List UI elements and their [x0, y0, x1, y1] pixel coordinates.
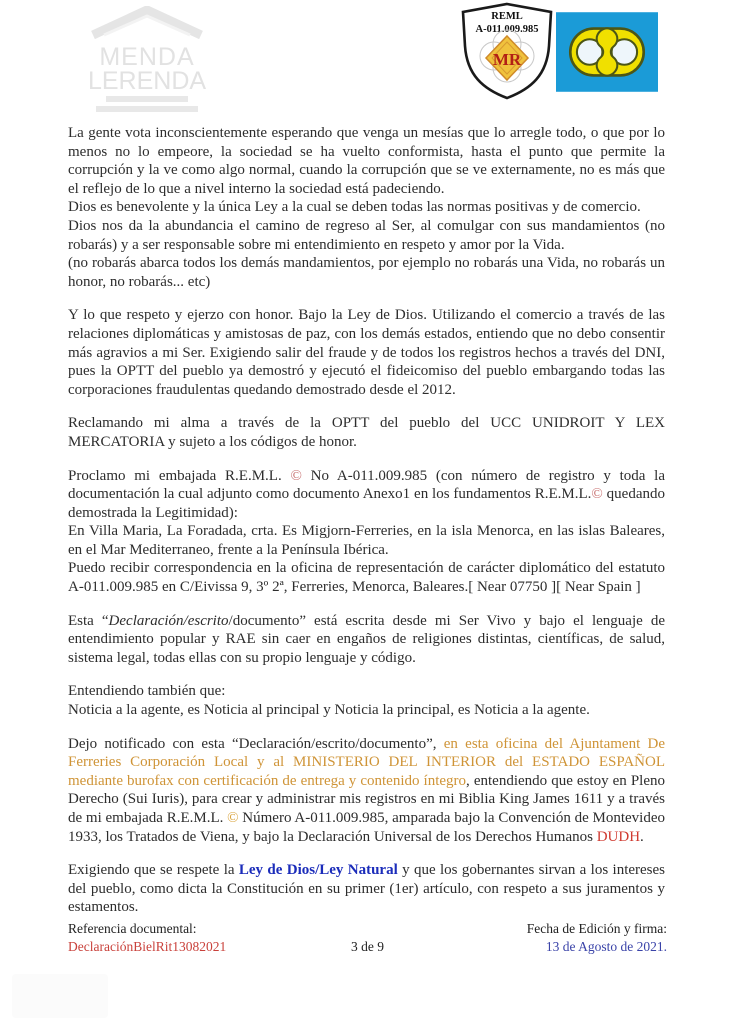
paragraph-entendiendo: Entendiendo también que:: [68, 683, 226, 700]
text-segment: Esta “: [68, 612, 109, 629]
paragraph-proclamo-embajada: [68, 467, 665, 523]
copyright-icon: ©: [227, 810, 239, 826]
paragraph-respeto-honor: Y lo que respeto y ejerzo con honor. Bajo la Ley de Dios. Utilizando el comercio a través de las relaciones diplomáticas y amistosas de paz, con los demás estados, entiendo que no debo consentir más agravios a mi Ser. Exigiendo salir del fraude y de todos los registros hechos a través del DNI, pues la OPTT del pueblo ya demostró y ejecutó el fideicomiso del pueblo embargando todas las corporaciones fraudulentas quedando demostrado desde el 2012.: [68, 307, 665, 398]
reference-label: Referencia documental:: [68, 921, 197, 936]
date-value: 13 de Agosto de 2021.: [545, 939, 667, 954]
footer-reference-block: [68, 920, 351, 956]
copyright-icon: ©: [290, 467, 302, 484]
date-label: Fecha de Edición y firma:: [526, 921, 667, 936]
reml-shield-badge: [456, 2, 558, 105]
blue-segment-ley: Ley de Dios/Ley Natural: [238, 862, 398, 879]
paragraph-voting: La gente vota inconscientemente esperando que venga un mesías que lo arregle todo, o que por lo menos no lo empeore, la sociedad se ha vuelto conformista, hasta el punto que permite la corrupción y la ve como algo normal, cuando la corrupción que se ve externamente, no es más que el reflejo de lo que a nivel interno la sociedad está padeciendo.: [68, 125, 665, 197]
page-number: 3 de 9: [351, 939, 384, 954]
menda-lerenda-watermark: [86, 6, 208, 121]
paragraph-noticia-agente: Noticia a la agente, es Noticia al principal y Noticia la principal, es Noticia a la agente.: [68, 702, 590, 719]
faint-watermark: [12, 974, 108, 1018]
red-segment-dudh: DUDH: [596, 828, 641, 845]
reference-value: DeclaraciónBielRit13082021: [68, 939, 227, 954]
text-segment: Número A-011.009.985, amparada bajo la Convención de Montevideo 1933, los Tratados de Viena, y bajo la Declaración Universal de los Derechos Humanos: [68, 810, 665, 845]
shield-icon: [456, 2, 558, 100]
text-segment: , entendiendo que estoy en Pleno Derecho (Sui Iuris), para crear y administrar mis registros en mi Biblia King James 1611 y a través de mi embajada R.E.M.L.: [68, 772, 665, 826]
paragraph-declaracion-escrito: [68, 612, 665, 668]
document-footer: [68, 920, 667, 956]
chain-link-icon: [556, 12, 658, 92]
paragraph-reclamando-alma: Reclamando mi alma a través de la OPTT del pueblo del UCC UNIDROIT Y LEX MERCATORIA y sujeto a los códigos de honor.: [68, 415, 665, 450]
paragraph-no-robaras: (no robarás abarca todos los demás mandamientos, por ejemplo no robarás una Vida, no robarás un honor, no robarás... etc): [68, 255, 665, 290]
document-body: [68, 124, 665, 917]
footer-date-block: [384, 920, 667, 956]
building-pediment-icon: [86, 6, 208, 116]
shield-title: REML: [491, 11, 523, 22]
copyright-icon: ©: [591, 486, 603, 503]
paragraph-exigiendo: [68, 861, 665, 917]
italic-segment: Declaración/escrito: [108, 612, 229, 629]
text-segment: quedando demostrada la Legitimidad):: [68, 486, 665, 521]
watermark-line2: LERENDA: [87, 67, 207, 95]
shield-number: A-011.009.985: [475, 24, 539, 35]
orange-segment: en esta oficina del Ajuntament De Ferreries Corporación Local y al MINISTERIO DEL INTERIOR del ESTADO ESPAÑOL mediante burofax con certificación de entrega y contenido íntegro: [68, 735, 665, 789]
text-segment: /documento” está escrita desde mi Ser Vivo y bajo el lenguaje de entendimiento popular y RAE sin caer en engaños de religiones distintas, científicas, de salud, sistema legal, todas ellas con su propio lenguaje y código.: [68, 612, 665, 666]
chain-link-logo: [556, 12, 658, 97]
text-segment: Exigiendo que se respete la: [68, 862, 239, 879]
shield-monogram: MR: [492, 50, 522, 69]
paragraph-correspondencia: Puedo recibir correspondencia en la oficina de representación de carácter diplomático del estatuto A-011.009.985 en C/Eivissa 9, 3º 2ª, Ferreries, Menorca, Baleares.[ Near 07750 ][ Near Spain ]: [68, 560, 665, 596]
paragraph-abundancia: Dios nos da la abundancia el camino de regreso al Ser, al comulgar con sus mandamientos (no robarás) y a ser responsable sobre mi entendimiento en respeto y amor por la Vida.: [68, 217, 665, 253]
text-segment: Dejo notificado con esta “Declaración/escrito/documento”,: [68, 735, 444, 752]
text-segment: .: [640, 828, 644, 845]
text-segment: y que los gobernantes sirvan a los intereses del pueblo, como dicta la Constitución en su primer (1er) artículo, con respeto a sus juramentos y estamentos.: [68, 862, 666, 916]
text-segment: Proclamo mi embajada R.E.M.L.: [68, 467, 291, 484]
paragraph-villa-maria: En Villa Maria, La Foradada, crta. Es Migjorn-Ferreries, en la isla Menorca, en las islas Baleares, en el Mar Mediterraneo, frente a la Península Ibérica.: [68, 523, 665, 558]
watermark-line1: MENDA: [99, 43, 195, 71]
paragraph-dios-benevolente: Dios es benevolente y la única Ley a la cual se deben todas las normas positivas y de comercio.: [68, 199, 641, 216]
paragraph-dejo-notificado: [68, 735, 665, 847]
text-segment: No A-011.009.985 (con número de registro y toda la documentación la cual adjunto como documento Anexo1 en los fundamentos R.E.M.L.: [68, 467, 665, 503]
